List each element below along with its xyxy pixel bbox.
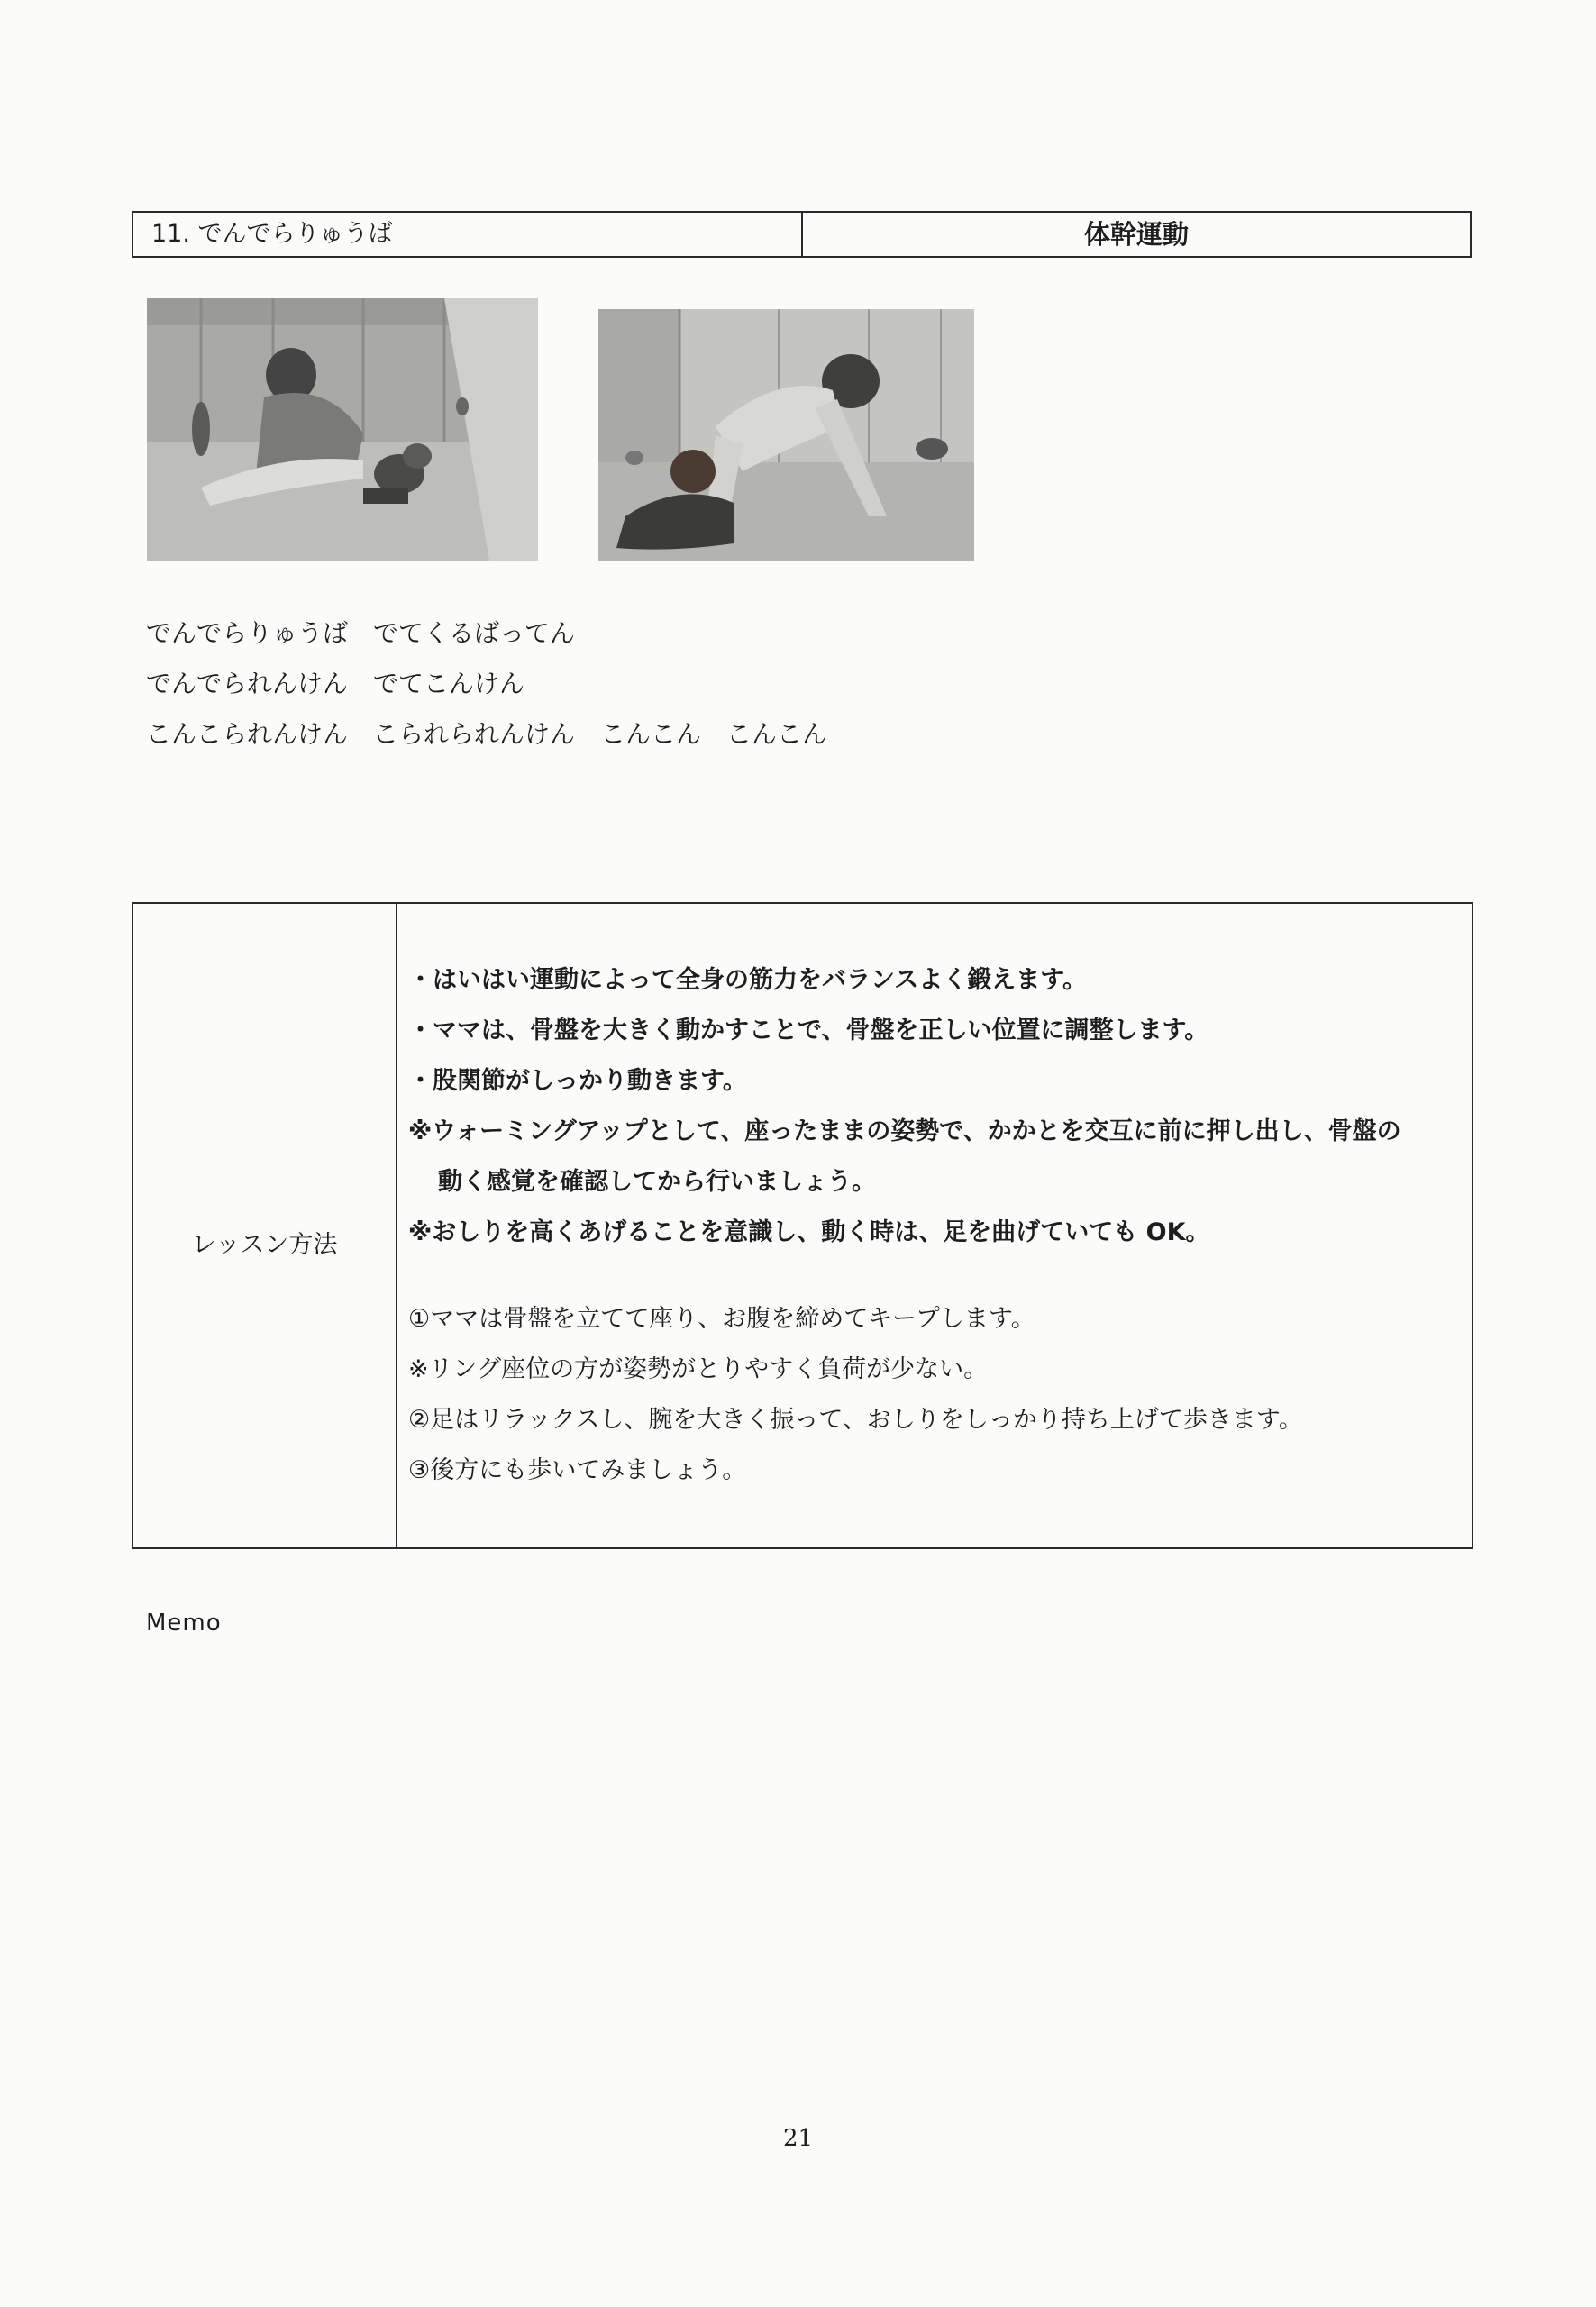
lesson-note-hips: ※おしりを高くあげることを意識し、動く時は、足を曲げていても OK。 [408,1218,1210,1246]
lesson-content [397,904,1472,1547]
lesson-point-3: ・股関節がしっかり動きます。 [408,1067,747,1095]
lesson-note-warmup: ※ウォーミングアップとして、座ったままの姿勢で、かかとを交互に前に押し出し、骨盤の [408,1117,1401,1145]
memo-label: Memo [146,1609,222,1637]
exercise-category: 体幹運動 [1083,219,1189,250]
header-table [132,211,1472,258]
exercise-photo-1 [147,298,538,561]
exercise-photo-2 [598,309,974,561]
lesson-point-1: ・はいはい運動によって全身の筋力をバランスよく鍛えます。 [408,966,1088,994]
lesson-table [132,902,1473,1549]
exercise-title: 11. でんでらりゅうば [133,213,803,256]
lesson-note-warmup-cont: 動く感覚を確認してから行いましょう。 [438,1168,876,1196]
page-number: 21 [782,2125,814,2152]
lesson-label: レッスン方法 [133,904,397,1547]
lesson-step-3: ③後方にも歩いてみましょう。 [408,1456,747,1484]
rhyme-lyrics [146,608,827,760]
lesson-point-2: ・ママは、骨盤を大きく動かすことで、骨盤を正しい位置に調整します。 [408,1017,1209,1044]
lesson-step-2: ②足はリラックスし、腕を大きく振って、おしりをしっかり持ち上げて歩きます。 [408,1406,1303,1434]
rhyme-line-2: でんでられんけん でてこんけん [146,669,525,698]
rhyme-line-3: こんこられんけん こられられんけん こんこん こんこん [146,719,828,749]
spacer [408,1258,1472,1294]
lesson-step-note: ※リング座位の方が姿勢がとりやすく負荷が少ない。 [408,1355,989,1383]
rhyme-line-1: でんでらりゅうば でてくるばってん [146,618,576,648]
lesson-step-1: ①ママは骨盤を立てて座り、お腹を締めてキープします。 [408,1305,1035,1333]
